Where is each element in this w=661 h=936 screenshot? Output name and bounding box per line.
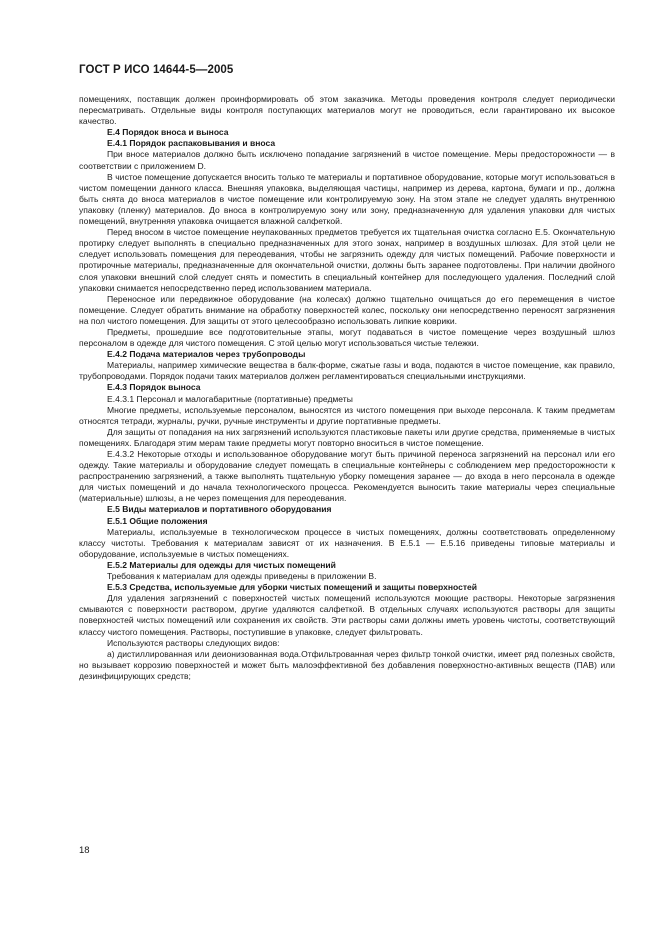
section-heading: Е.4 Порядок вноса и выноса (107, 127, 229, 138)
paragraph: Для защиты от попадания на них загрязнений используются пластиковые пакеты или другие средства, применяемые в чистых помещениях. Благодаря этим мерам такие предметы могут повторно вноситься в чистое помещение. (79, 426, 615, 448)
paragraph: а) дистиллированная или деионизованная вода.Отфильтрованная через фильтр тонкой очистки, имеет ряд полезных свойств, но вызывает коррозию поверхностей и может быть малоэффективной без добавления поверхностно-активных веществ (ПАВ) или дезинфицирующих средств; (79, 648, 615, 681)
paragraph: Требования к материалам для одежды приведены в приложении В. (107, 571, 377, 582)
document-body (79, 94, 615, 682)
document-header: ГОСТ Р ИСО 14644-5—2005 (79, 64, 234, 76)
section-heading: Е.4.2 Подача материалов через трубопроводы (107, 349, 306, 360)
paragraph: Перед вносом в чистое помещение неупакованных предметов требуется их тщательная очистка согласно Е.5. Окончательную протирку следует выполнять в специально предназначенных для этого зонах, например в воздушных шлюзах. Для этой цели не следует использовать помещения для переодевания, чтобы не загрязнить одежду для чистых помещений. Рабочие поверхности и протирочные материалы, предназначенные для окончательной очистки, должны быть заранее подготовлены. При наличии двойного слоя упаковки внешний слой следует снять и поместить в специальный контейнер для последующего удаления. Последний слой упаковки снимается непосредственно перед использованием материала. (79, 227, 615, 293)
paragraph: Материалы, используемые в технологическом процессе в чистых помещениях, должны соответствовать определенному классу чистоты. Требования к материалам зависят от их назначения. В Е.5.1 — Е.5.16 приведены типовые материалы и оборудование, используемые в чистых помещениях. (79, 526, 615, 559)
paragraph: Используются растворы следующих видов: (107, 637, 280, 648)
paragraph: Многие предметы, используемые персоналом, выносятся из чистого помещения при выходе персонала. К таким предметам относятся тетради, журналы, ручки, ручные инструменты и другие портативные предметы. (79, 404, 615, 426)
paragraph: помещениях, поставщик должен проинформировать об этом заказчика. Методы проведения контроля следует периодически пересматривать. Отдельные виды контроля поступающих материалов могут не проводиться, если гарантировано их высокое качество. (79, 94, 615, 127)
paragraph: Материалы, например химические вещества в балк-форме, сжатые газы и вода, подаются в чистое помещение, как правило, трубопроводами. Порядок подачи таких материалов должен регламентироваться специальными инструкциями. (79, 360, 615, 382)
paragraph: Предметы, прошедшие все подготовительные этапы, могут подаваться в чистое помещение через воздушный шлюз персоналом в одежде для чистого помещения. С этой целью могут использоваться чистые тележки. (79, 326, 615, 349)
section-heading: Е.5.1 Общие положения (107, 515, 208, 526)
paragraph: При вносе материалов должно быть исключено попадание загрязнений в чистое помещение. Меры предосторожности — в соответствии с приложением D. (79, 149, 615, 171)
paragraph: Е.4.3.2 Некоторые отходы и использованное оборудование могут быть причиной переноса загрязнений на персонал или его одежду. Такие материалы и оборудование следует помещать в специальные контейнеры с соблюдением мер предосторожности к распространению загрязнений, а также выполнять тщательную уборку помещения заранее — до входа в него персонала в одежде для чистых помещений и до начала технологического процесса. Рекомендуется выносить такие материалы через специальные (материальные) шлюзы, а не через помещения для переодевания. (79, 449, 615, 504)
page-number: 18 (79, 845, 90, 856)
paragraph: В чистое помещение допускается вносить только те материалы и портативное оборудование, которые могут использоваться в чистом помещении данного класса. Внешняя упаковка, выделяющая частицы, например из дерева, картона, бумаги и пр., должна быть снята до вноса материалов в чистое помещение или контролируемую зону. На этом этапе не следует удалять внутреннюю упаковку (пленку) материалов. До вноса в контролируемую зону или зону, предназначенную для удаления упаковки для чистых помещений, внутренняя упаковка очищается влажной салфеткой. (79, 171, 615, 227)
section-heading: Е.5.3 Средства, используемые для уборки чистых помещений и защиты поверхностей (107, 582, 478, 593)
section-heading: Е.5 Виды материалов и портативного оборудования (107, 504, 332, 515)
paragraph: Переносное или передвижное оборудование (на колесах) должно тщательно очищаться до его перемещения в чистое помещение. Следует обратить внимание на обработку поверхностей колес, поскольку они непосредственно переносят загрязнения на пол чистого помещения. Для защиты от этого целесообразно использовать липкие коврики. (79, 293, 615, 326)
paragraph: Е.4.3.1 Персонал и малогабаритные (портативные) предметы (107, 393, 353, 404)
paragraph: Для удаления загрязнений с поверхностей чистых помещений используются моющие растворы. Некоторые загрязнения смываются с поверхности раствором, другие удаляются салфеткой. В отдельных случаях используются растворы для защиты поверхностей чистых помещений или сохранения их свойств. Эти растворы сами должны иметь уровень чистоты, соответствующий классу чистого помещения. Растворы, поступившие в упаковке, следует фильтровать. (79, 593, 615, 637)
section-heading: Е.4.3 Порядок выноса (107, 382, 201, 393)
section-heading: Е.5.2 Материалы для одежды для чистых помещений (107, 559, 336, 570)
section-heading: Е.4.1 Порядок распаковывания и вноса (107, 138, 276, 149)
